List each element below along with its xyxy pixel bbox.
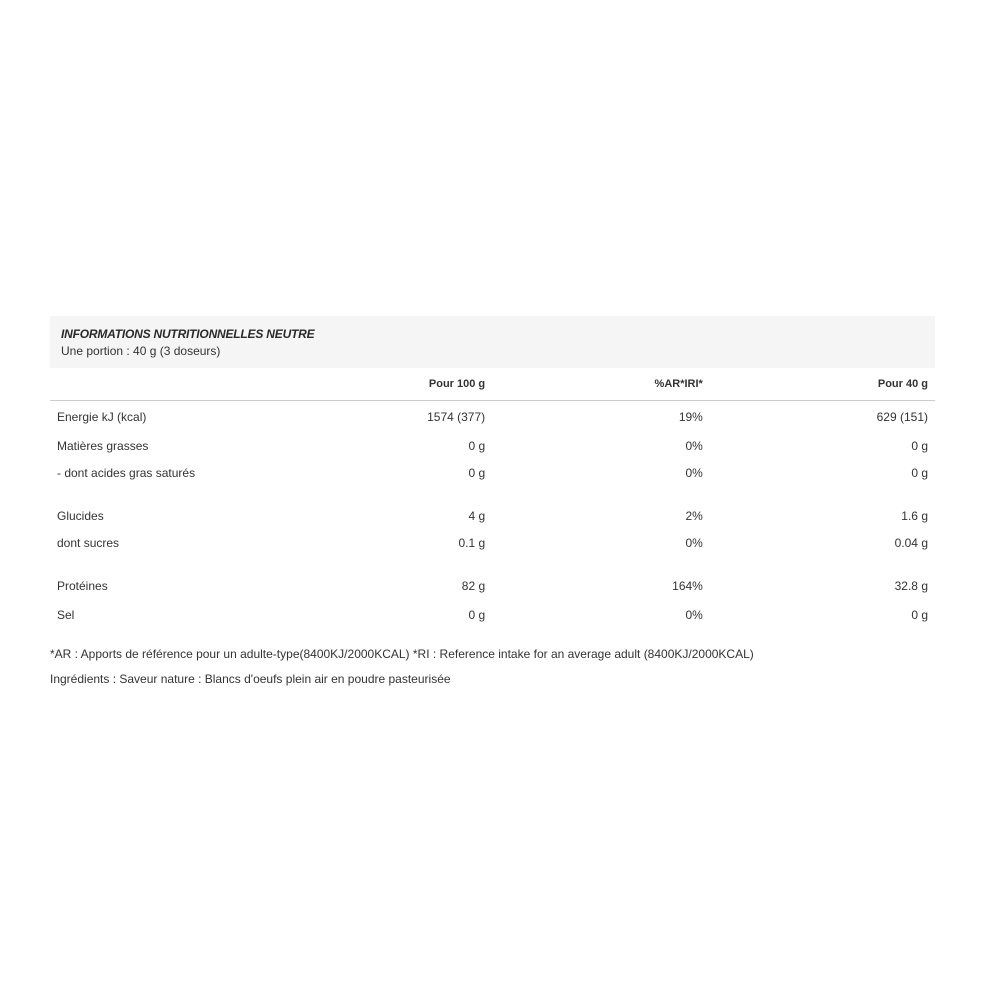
value-ar-ri: 2%: [685, 508, 703, 523]
nutrition-title: INFORMATIONS NUTRITIONNELLES NEUTRE: [61, 327, 315, 341]
value-per-40g: 0 g: [911, 438, 928, 453]
table-row: [50, 572, 935, 599]
value-per-100g: 0 g: [468, 607, 486, 622]
value-ar-ri: 0%: [685, 607, 703, 622]
table-spacer: [50, 486, 935, 502]
value-per-100g: 1574 (377): [427, 409, 486, 424]
value-per-40g: 0.04 g: [894, 535, 928, 550]
table-row: [50, 529, 935, 556]
reference-intake-note: *AR : Apports de référence pour un adulte-type(8400KJ/2000KCAL) *RI : Reference intake for an average adult (8400KJ/2000KCAL): [50, 647, 754, 661]
column-header-per-40g: Pour 40 g: [703, 368, 935, 401]
column-header-per-100g: Pour 100 g: [352, 368, 485, 401]
column-header-ar-ri: %AR*IRI*: [485, 368, 703, 401]
nutrient-label: Protéines: [57, 578, 108, 593]
nutrient-label: Energie kJ (kcal): [57, 409, 147, 424]
table-row: [50, 599, 935, 630]
value-per-100g: 0 g: [468, 465, 486, 480]
value-ar-ri: 0%: [685, 438, 703, 453]
nutrition-panel: [50, 316, 935, 630]
value-per-100g: 4 g: [468, 508, 486, 523]
value-per-100g: 0.1 g: [458, 535, 486, 550]
nutrition-header: [50, 316, 935, 368]
value-per-40g: 32.8 g: [894, 578, 928, 593]
column-header-nutrient: [50, 368, 352, 401]
table-row: [50, 432, 935, 459]
table-row: [50, 459, 935, 486]
nutrient-label: Glucides: [57, 508, 104, 523]
portion-info: Une portion : 40 g (3 doseurs): [61, 344, 221, 358]
nutrition-table: [50, 368, 935, 630]
spacer-cell: [50, 486, 935, 502]
ingredients-note: Ingrédients : Saveur nature : Blancs d'oeufs plein air en poudre pasteurisée: [50, 672, 451, 686]
value-per-100g: 0 g: [468, 438, 486, 453]
nutrient-label: Matières grasses: [57, 438, 149, 453]
nutrient-label: - dont acides gras saturés: [57, 465, 196, 480]
value-per-100g: 82 g: [461, 578, 486, 593]
nutrient-label: dont sucres: [57, 535, 120, 550]
value-ar-ri: 0%: [685, 535, 703, 550]
spacer-cell: [50, 556, 935, 572]
value-per-40g: 629 (151): [876, 409, 928, 424]
table-header-row: [50, 368, 935, 401]
value-ar-ri: 164%: [672, 578, 703, 593]
value-per-40g: 0 g: [911, 465, 928, 480]
value-per-40g: 0 g: [911, 607, 928, 622]
value-ar-ri: 19%: [678, 409, 703, 424]
table-spacer: [50, 556, 935, 572]
table-row: [50, 401, 935, 433]
value-ar-ri: 0%: [685, 465, 703, 480]
table-row: [50, 502, 935, 529]
value-per-40g: 1.6 g: [901, 508, 928, 523]
nutrient-label: Sel: [57, 607, 75, 622]
